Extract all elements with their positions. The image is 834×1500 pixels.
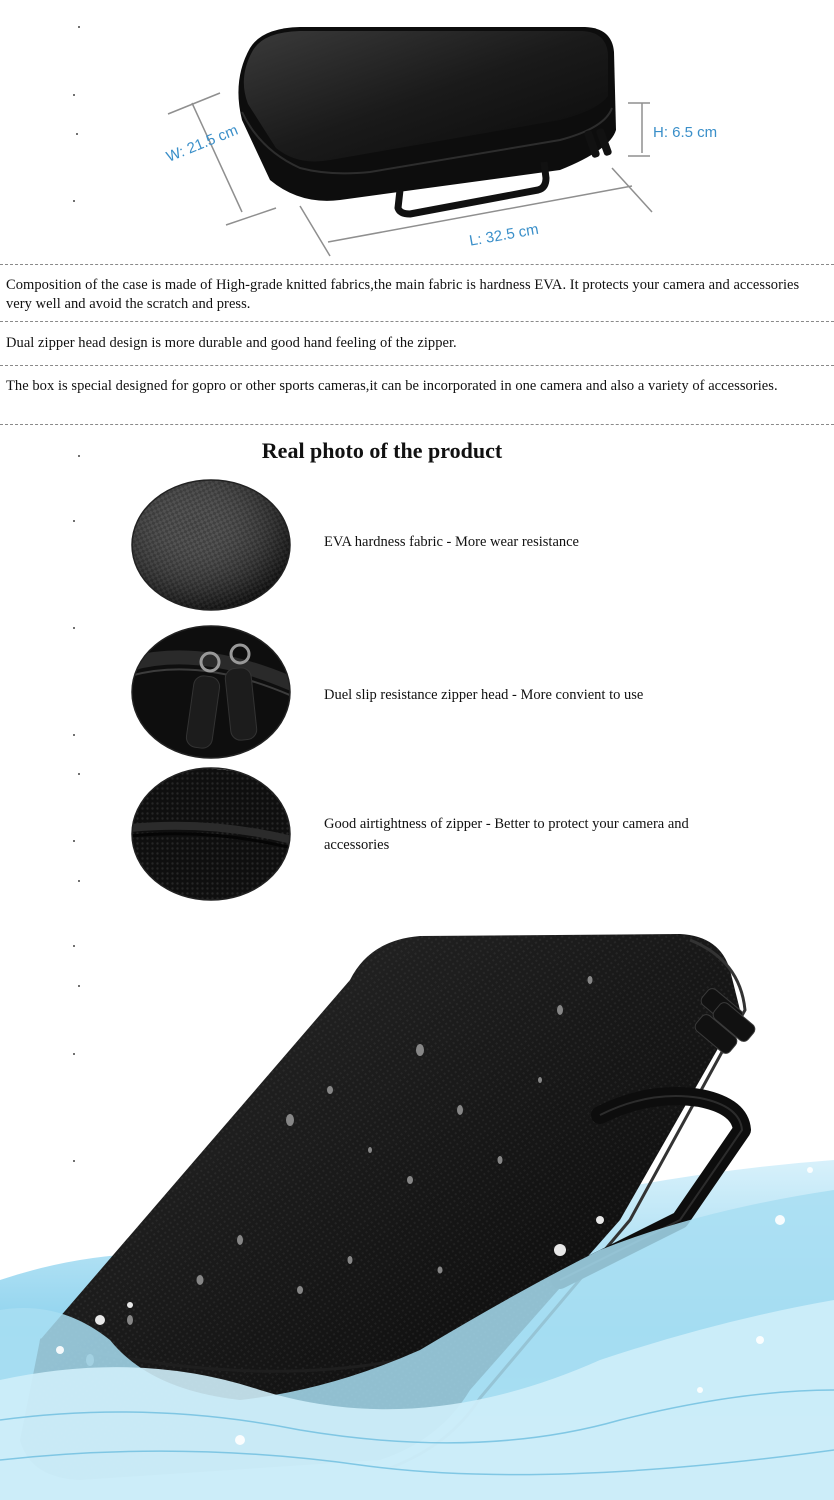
section-title: Real photo of the product <box>261 438 503 463</box>
divider <box>0 365 834 366</box>
margin-dot <box>78 773 80 775</box>
margin-dot <box>73 200 75 202</box>
fabric-closeup-image <box>130 478 292 612</box>
waterproof-case-photo <box>0 920 834 1500</box>
feature-text-zipper: Duel slip resistance zipper head - More convient to use <box>324 687 644 703</box>
seal-closeup-image <box>130 766 292 902</box>
margin-dot <box>73 520 75 522</box>
divider <box>0 321 834 322</box>
divider <box>0 424 834 425</box>
width-label: W: 21.5 cm <box>164 121 241 166</box>
margin-dot <box>73 94 75 96</box>
height-label: H: 6.5 cm <box>653 124 718 141</box>
description-usage: The box is special designed for gopro or other sports cameras,it can be incorporated in one camera and also a variety of accessories. <box>6 378 778 394</box>
description-zipper: Dual zipper head design is more durable and good hand feeling of the zipper. <box>6 335 457 351</box>
margin-dot <box>73 734 75 736</box>
length-label: L: 32.5 cm <box>468 220 540 250</box>
feature-text-fabric: EVA hardness fabric - More wear resistance <box>324 534 579 550</box>
margin-dot <box>73 627 75 629</box>
margin-dot <box>78 880 80 882</box>
divider <box>0 264 834 265</box>
description-composition: Composition of the case is made of High-grade knitted fabrics,the main fabric is hardness EVA. It protects your camera and accessories very well and avoid the scratch and press. <box>6 277 800 312</box>
margin-dot <box>76 133 78 135</box>
zipper-closeup-image <box>130 624 292 760</box>
margin-dot <box>78 26 80 28</box>
dimension-diagram <box>0 0 834 262</box>
margin-dot <box>73 840 75 842</box>
feature-text-seal: Good airtightness of zipper - Better to protect your camera and accessories <box>324 816 689 853</box>
